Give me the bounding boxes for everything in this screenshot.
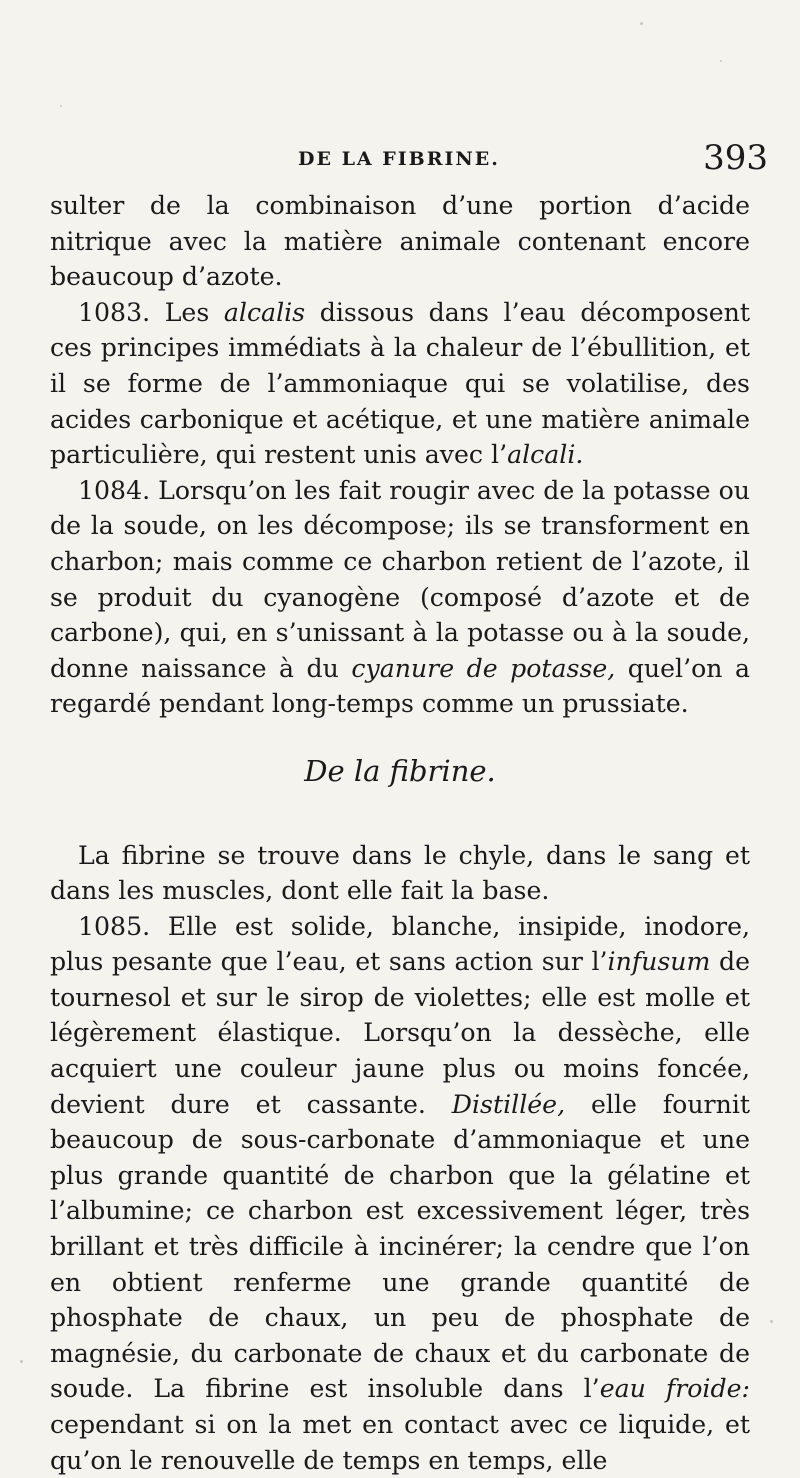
paragraph-text: elle fournit beaucoup de sous-carbonate d’ammoniaque et une plus grande quantité de charbon que la gélatine et l’albumine; ce charbon est excessivement léger, très brillant et très difficile à incinérer; la cendre que l’on en obtient renferme une grande quantité de phosphate de chaux, un peu de phosphate de magnésie, du carbonate de chaux et du carbonate de soude. La fibrine est insoluble dans l’ xyxy=(50,1089,750,1404)
paragraph-text: 1083. Les xyxy=(78,297,224,327)
paragraph-fibrine xyxy=(50,838,750,909)
page-number: 393 xyxy=(703,138,768,178)
paragraph-1084 xyxy=(50,473,750,722)
paragraph-1085 xyxy=(50,909,750,1478)
paragraph-continuation xyxy=(50,188,750,295)
body-text xyxy=(50,188,750,1478)
paragraph-text: 1084. Lorsqu’on les fait rougir avec de la potasse ou de la soude, on les décompose; ils se transforment en charbon; mais comme ce charbon retient de l’azote, il se produit du cyanogène (composé d’azote et de carbone), qui, en s’unissant à la potasse ou à la soude, donne naissance à du xyxy=(50,475,750,683)
italic-term: eau froide: xyxy=(599,1374,750,1404)
italic-term: Distillée, xyxy=(451,1089,566,1119)
italic-term: alcali. xyxy=(507,440,584,470)
paragraph-1083 xyxy=(50,295,750,473)
italic-term: infusum xyxy=(607,947,711,977)
section-title: De la fibrine. xyxy=(304,753,496,788)
running-title: DE LA FIBRINE. xyxy=(298,148,500,170)
paragraph-text: 1085. Elle est solide, blanche, insipide, inodore, plus pesante que l’eau, et sans action sur l’ xyxy=(50,911,750,977)
italic-term: cyanure de potasse, xyxy=(351,653,616,683)
page-header xyxy=(48,138,768,188)
paragraph-text: dissous dans l’eau décomposent ces principes immédiats à la chaleur de l’ébullition, et il se forme de l’ammoniaque qui se volatilise, des acides carbonique et acétique, et une matière animale particulière, qui restent unis avec l’ xyxy=(50,297,750,470)
italic-term: alcalis xyxy=(223,297,306,327)
paragraph-text: quel’on a regardé pendant long-temps comme un prussiate. xyxy=(50,653,751,719)
paragraph-text: de tournesol et sur le sirop de violettes; elle est molle et légèrement élastique. Lorsqu’on la dessèche, elle acquiert une couleur jaune plus ou moins foncée, devient dure et cassante. xyxy=(50,947,750,1119)
paragraph-text: sulter de la combinaison d’une portion d’acide nitrique avec la matière animale contenant encore beaucoup d’azote. xyxy=(50,191,750,292)
paragraph-text: cependant si on la met en contact avec ce liquide, et qu’on le renouvelle de temps en temps, elle xyxy=(50,1410,750,1475)
paragraph-text: La fibrine se trouve dans le chyle, dans le sang et dans les muscles, dont elle fait la base. xyxy=(50,840,750,906)
